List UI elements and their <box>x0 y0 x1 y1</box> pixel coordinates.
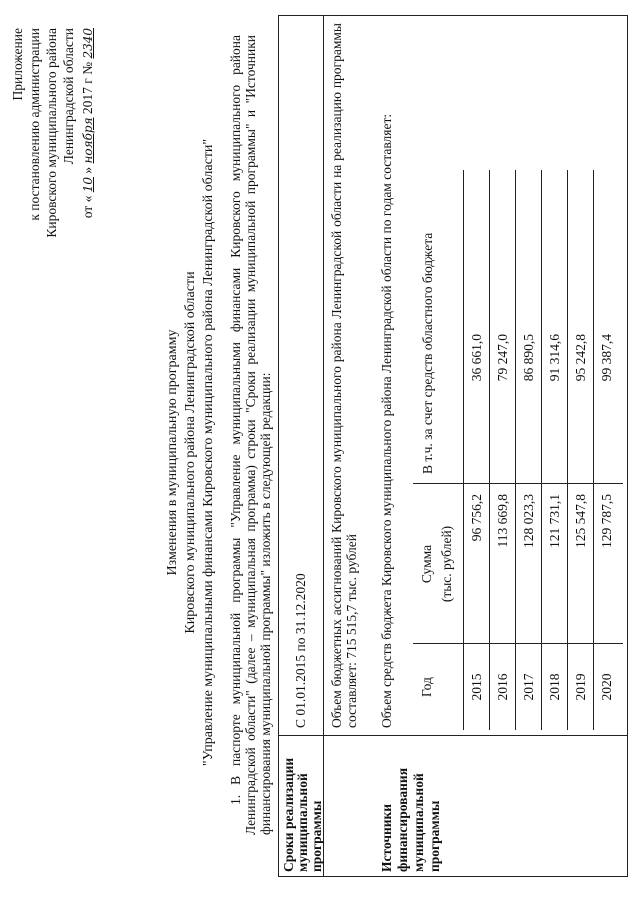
row-label-term: Сроки реализации муниципальной программы <box>281 757 324 872</box>
date-prefix: от « <box>80 195 95 219</box>
appendix-line-4: Ленинградской области <box>61 28 76 165</box>
sum-cell: 129 787,5 <box>599 494 614 548</box>
row-value-term: С 01.01.2015 по 31.12.2020 <box>293 573 308 728</box>
date-mid: » <box>80 166 95 174</box>
sum-cell: 113 669,8 <box>495 494 510 548</box>
sum-cell: 96 756,2 <box>469 494 484 542</box>
regional-cell: 79 247,0 <box>495 334 510 382</box>
date-month: ноября <box>81 117 95 164</box>
year-cell: 2016 <box>495 673 510 701</box>
appendix-line-2: к постановлению администрации <box>27 28 42 221</box>
date-day: 10 <box>81 177 95 193</box>
yearly-funding-table <box>413 20 623 730</box>
regional-cell: 95 242,8 <box>573 334 588 382</box>
regional-cell: 36 661,0 <box>469 334 484 382</box>
appendix-date-line <box>80 28 96 288</box>
funding-total-text: Объем бюджетных ассигнований Кировского муниципального района Ленинградской области на реализацию программы составляет: 715 515,7 тыс. рублей <box>329 23 359 728</box>
document-number: 2340 <box>81 28 95 59</box>
sum-cell: 128 023,3 <box>521 494 536 548</box>
year-cell: 2017 <box>521 673 536 701</box>
header-regional: В т.ч. за счет средств областного бюджета <box>420 232 435 474</box>
title-line-3: "Управление муниципальными финансами Кировского муниципального района Ленинградской области" <box>201 138 216 767</box>
appendix-line-1: Приложение <box>10 28 25 101</box>
year-cell: 2020 <box>599 673 614 701</box>
header-year: Год <box>419 677 434 697</box>
regional-cell: 99 387,4 <box>599 334 614 382</box>
header-sum: Сумма <box>419 544 434 584</box>
passport-table <box>278 15 628 877</box>
year-cell: 2018 <box>547 673 562 701</box>
date-year: 2017 г № <box>80 61 95 115</box>
title-line-2: Кировского муниципального района Ленинградской области <box>183 271 198 634</box>
year-cell: 2019 <box>573 673 588 701</box>
regional-cell: 86 890,5 <box>521 334 536 382</box>
title-line-1: Изменения в муниципальную программу <box>165 329 180 576</box>
sum-cell: 121 731,1 <box>547 494 562 548</box>
year-cell: 2015 <box>469 673 484 701</box>
funding-by-year-text: Объем средств бюджета Кировского муниципального района Ленинградской области по годам составляет: <box>379 113 394 728</box>
intro-paragraph <box>228 35 273 835</box>
intro-text: 1. В паспорте муниципальной программы "Управление муниципальными финансами Кировского муниципального района Ленинградской области" (далее – муниципальная программа) строки "Сроки реализации муниципальной программы" и "Источники финансирования муниципальной программы" изложить в следующей редакции: <box>228 35 273 835</box>
regional-cell: 91 314,6 <box>547 334 562 382</box>
row-label-funding: Источники финансирования муниципальной программы <box>379 767 442 872</box>
sum-cell: 125 547,8 <box>573 494 588 548</box>
header-sum-unit: (тыс. рублей) <box>439 525 454 603</box>
appendix-line-3: Кировского муниципального района <box>44 28 59 238</box>
